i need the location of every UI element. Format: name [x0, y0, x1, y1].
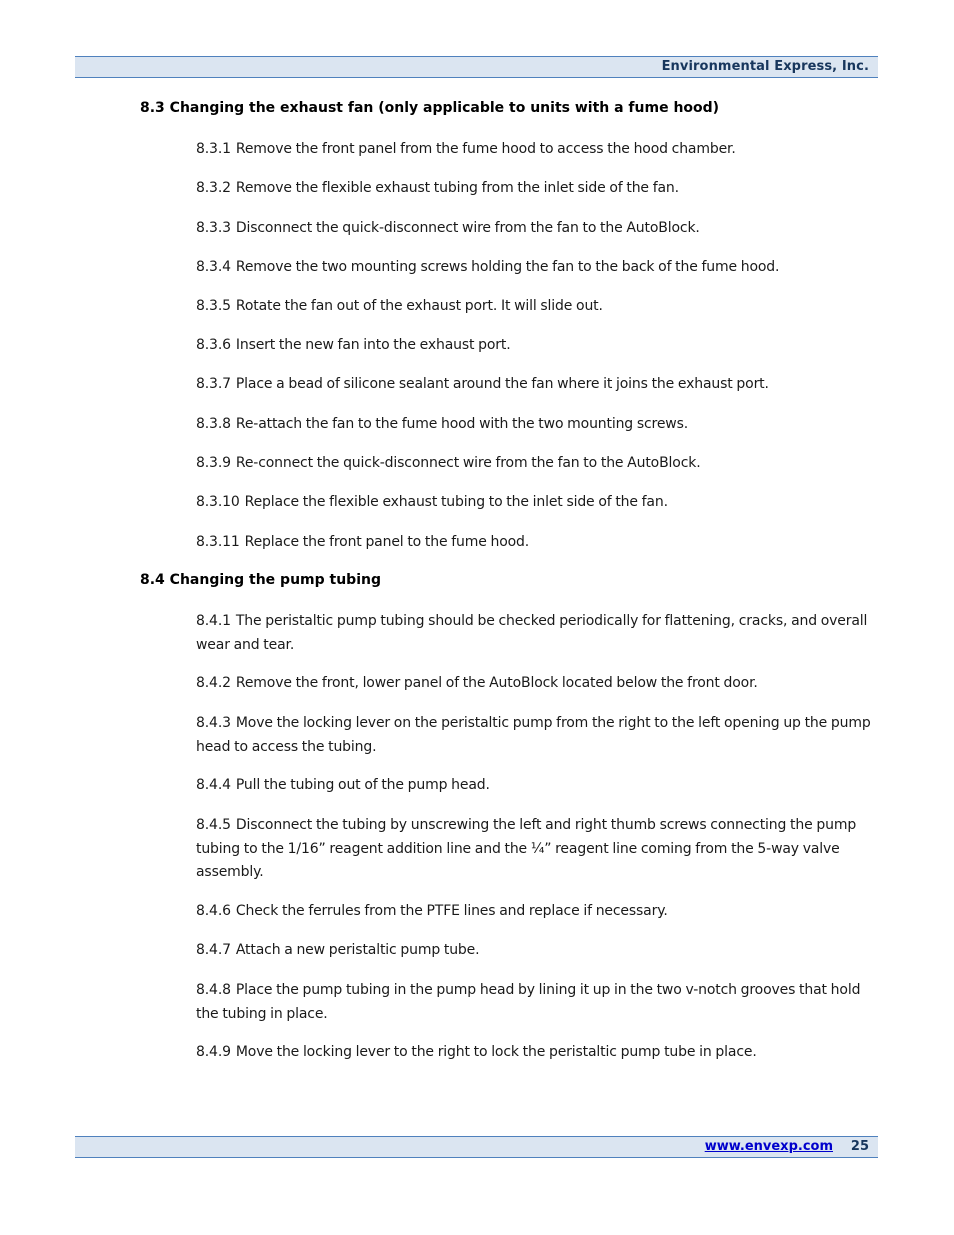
step-number: 8.4.6: [196, 903, 231, 919]
step-number: 8.3.8: [196, 416, 231, 432]
step-text: Pull the tubing out of the pump head.: [235, 777, 490, 793]
step-8-4-2: [196, 672, 872, 696]
step-text: Move the locking lever on the peristaltic pump from the right to the left opening up the pump head to access the tubing.: [196, 715, 871, 755]
step-8-4-8: [196, 979, 872, 1026]
step-number: 8.4.4: [196, 777, 231, 793]
step-number: 8.4.1: [196, 613, 231, 629]
step-text: Place the pump tubing in the pump head by lining it up in the two v-notch grooves that hold the tubing in place.: [196, 982, 861, 1022]
step-8-4-9: [196, 1041, 872, 1065]
step-number: 8.4.8: [196, 982, 231, 998]
step-number: 8.4.2: [196, 675, 231, 691]
page-number: 25: [850, 1139, 869, 1154]
step-number: 8.3.9: [196, 455, 231, 471]
page-header: [75, 56, 878, 78]
step-text: Attach a new peristaltic pump tube.: [235, 942, 480, 958]
step-8-4-5: [196, 814, 872, 885]
page-footer: [75, 1136, 878, 1158]
step-number: 8.3.11: [196, 534, 240, 550]
step-number: 8.3.2: [196, 180, 231, 196]
step-text: Replace the front panel to the fume hood.: [244, 534, 530, 550]
section-heading-8-4: 8.4 Changing the pump tubing: [140, 572, 381, 588]
step-8-3-7: [196, 373, 872, 397]
step-8-3-6: [196, 334, 872, 358]
step-8-3-10: [196, 491, 872, 515]
step-8-4-6: [196, 900, 872, 924]
website-link[interactable]: www.envexp.com: [704, 1139, 833, 1154]
step-8-3-3: [196, 217, 872, 241]
step-8-3-2: [196, 177, 872, 201]
section-heading-8-3: 8.3 Changing the exhaust fan (only applicable to units with a fume hood): [140, 100, 720, 116]
step-number: 8.3.4: [196, 259, 231, 275]
step-number: 8.3.7: [196, 376, 231, 392]
step-8-3-5: [196, 295, 872, 319]
header-company-name: Environmental Express, Inc.: [661, 59, 869, 74]
step-8-4-3: [196, 712, 872, 759]
step-number: 8.3.10: [196, 494, 240, 510]
step-8-3-9: [196, 452, 872, 476]
step-text: Remove the two mounting screws holding the fan to the back of the fume hood.: [235, 259, 780, 275]
step-number: 8.4.7: [196, 942, 231, 958]
step-8-3-11: [196, 531, 872, 555]
step-text: Check the ferrules from the PTFE lines and replace if necessary.: [235, 903, 668, 919]
step-number: 8.4.5: [196, 817, 231, 833]
step-number: 8.4.3: [196, 715, 231, 731]
step-number: 8.4.9: [196, 1044, 231, 1060]
step-text: The peristaltic pump tubing should be checked periodically for flattening, cracks, and overall wear and tear.: [196, 613, 868, 653]
step-text: Rotate the fan out of the exhaust port. It will slide out.: [235, 298, 603, 314]
step-text: Disconnect the quick-disconnect wire from the fan to the AutoBlock.: [235, 220, 700, 236]
step-number: 8.3.3: [196, 220, 231, 236]
step-text: Remove the front, lower panel of the AutoBlock located below the front door.: [235, 675, 758, 691]
step-text: Move the locking lever to the right to lock the peristaltic pump tube in place.: [235, 1044, 757, 1060]
step-8-3-8: [196, 413, 872, 437]
step-8-4-7: [196, 939, 872, 963]
step-text: Remove the flexible exhaust tubing from the inlet side of the fan.: [235, 180, 679, 196]
step-text: Place a bead of silicone sealant around the fan where it joins the exhaust port.: [235, 376, 769, 392]
step-8-3-4: [196, 256, 872, 280]
step-text: Insert the new fan into the exhaust port.: [235, 337, 511, 353]
step-text: Re-attach the fan to the fume hood with the two mounting screws.: [235, 416, 689, 432]
step-number: 8.3.5: [196, 298, 231, 314]
step-8-3-1: [196, 138, 872, 162]
step-8-4-4: [196, 774, 872, 798]
step-text: Replace the flexible exhaust tubing to the inlet side of the fan.: [244, 494, 668, 510]
step-number: 8.3.6: [196, 337, 231, 353]
step-text: Remove the front panel from the fume hood to access the hood chamber.: [235, 141, 736, 157]
step-text: Re-connect the quick-disconnect wire from the fan to the AutoBlock.: [235, 455, 701, 471]
step-8-4-1: [196, 610, 872, 657]
step-number: 8.3.1: [196, 141, 231, 157]
step-text: Disconnect the tubing by unscrewing the left and right thumb screws connecting the pump tubing to the 1/16” reagent addition line and the ¼” reagent line coming from the 5-way valve assembly.: [196, 817, 857, 880]
